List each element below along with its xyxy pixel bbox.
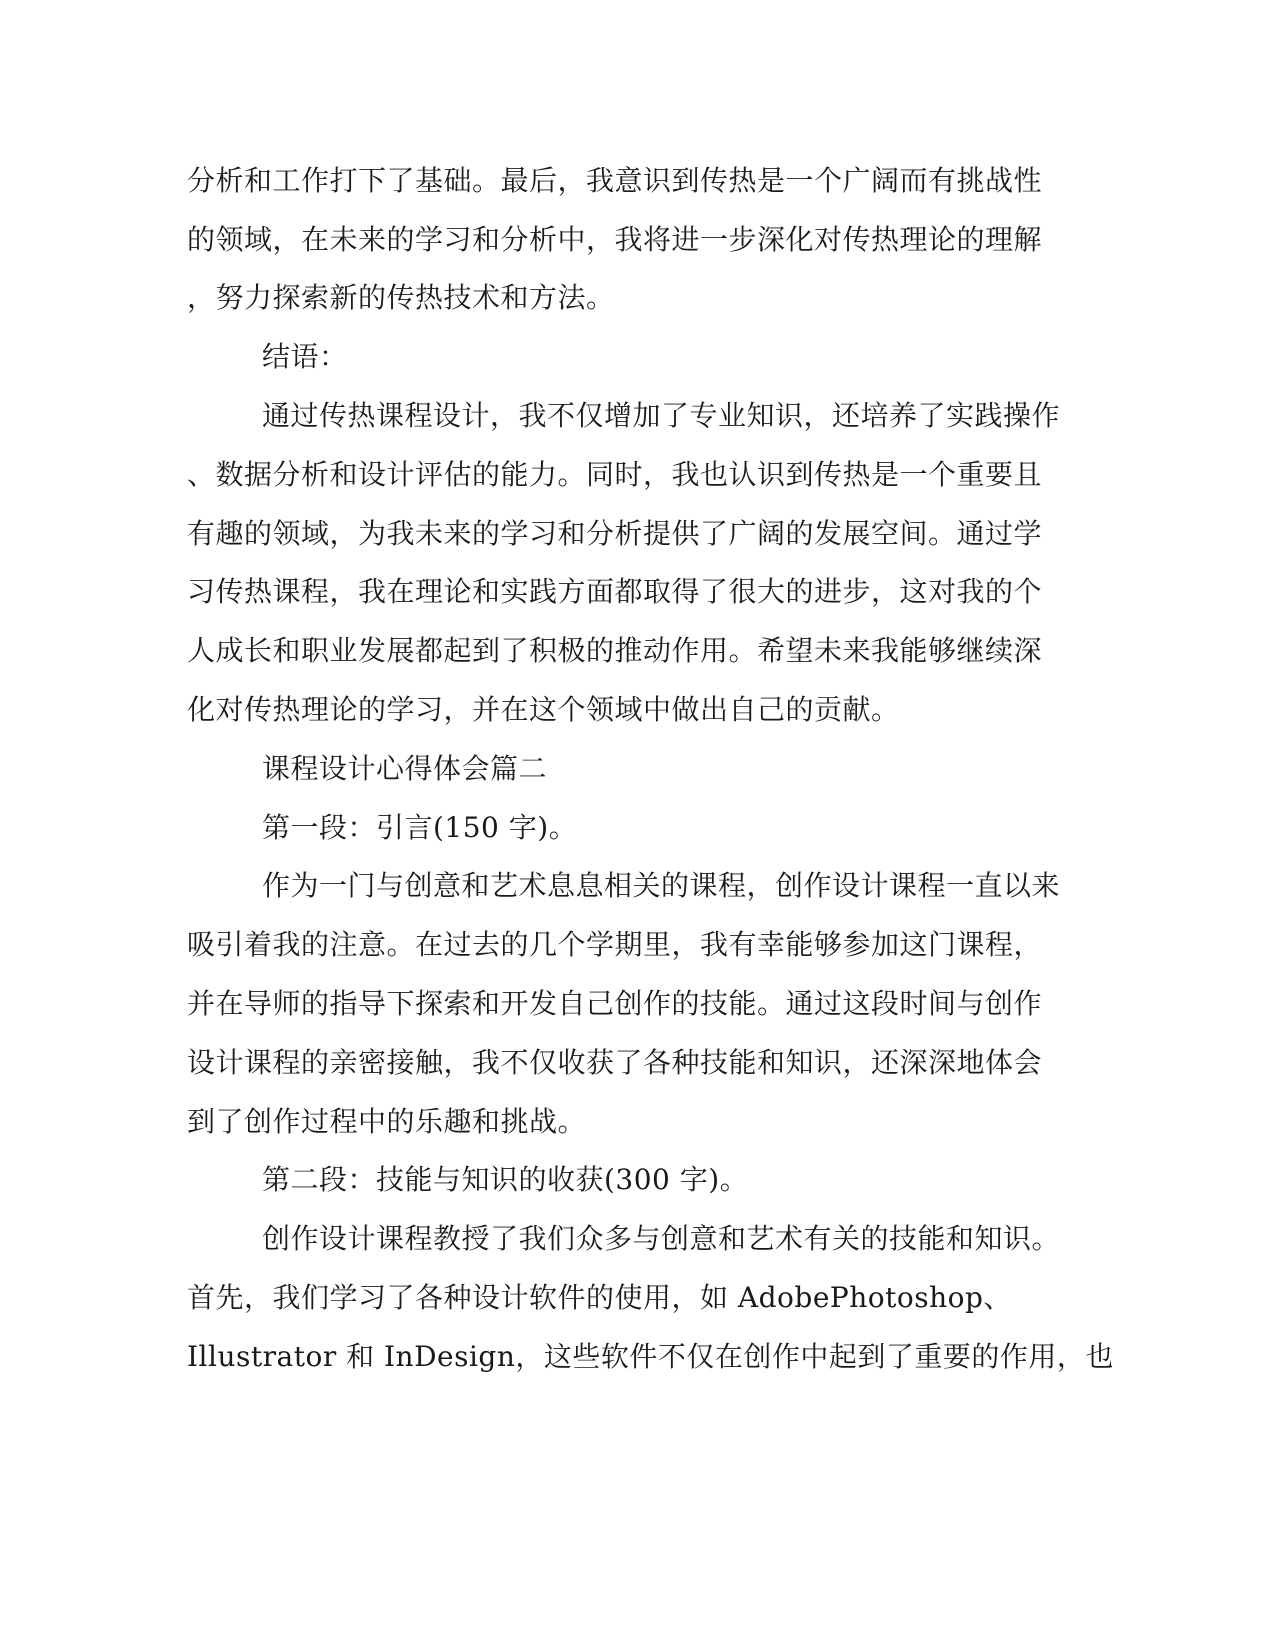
- text-line: 通过传热课程设计，我不仅增加了专业知识，还培养了实践操作: [262, 399, 1061, 432]
- text-line: 作为一门与创意和艺术息息相关的课程，创作设计课程一直以来: [262, 869, 1061, 902]
- text-line: 有趣的领域，为我未来的学习和分析提供了广阔的发展空间。通过学: [187, 517, 1043, 550]
- text-line: 创作设计课程教授了我们众多与创意和艺术有关的技能和知识。: [262, 1222, 1061, 1255]
- text-line: 人成长和职业发展都起到了积极的推动作用。希望未来我能够继续深: [187, 634, 1043, 667]
- text-line: 的领域，在未来的学习和分析中，我将进一步深化对传热理论的理解: [187, 223, 1043, 256]
- section-title: 课程设计心得体会篇二: [262, 752, 548, 785]
- text-line: Illustrator 和 InDesign，这些软件不仅在创作中起到了重要的作用，也: [187, 1340, 1114, 1373]
- text-line: 化对传热理论的学习，并在这个领域中做出自己的贡献。: [187, 693, 900, 726]
- section-heading: 第一段：引言(150 字)。: [262, 811, 578, 844]
- text-line: 并在导师的指导下探索和开发自己创作的技能。通过这段时间与创作: [187, 987, 1043, 1020]
- text-line: 设计课程的亲密接触，我不仅收获了各种技能和知识，还深深地体会: [187, 1046, 1043, 1079]
- section-heading: 第二段：技能与知识的收获(300 字)。: [262, 1163, 749, 1196]
- text-line: 分析和工作打下了基础。最后，我意识到传热是一个广阔而有挑战性: [187, 164, 1043, 197]
- text-line: 、数据分析和设计评估的能力。同时，我也认识到传热是一个重要且: [187, 458, 1043, 491]
- text-line: 吸引着我的注意。在过去的几个学期里，我有幸能够参加这门课程，: [187, 928, 1043, 961]
- text-line: ，努力探索新的传热技术和方法。: [187, 281, 615, 314]
- text-line: 习传热课程，我在理论和实践方面都取得了很大的进步，这对我的个: [187, 575, 1043, 608]
- section-heading: 结语：: [262, 340, 348, 373]
- text-line: 到了创作过程中的乐趣和挑战。: [187, 1105, 587, 1138]
- text-line: 首先，我们学习了各种设计软件的使用，如 AdobePhotoshop、: [187, 1281, 1012, 1314]
